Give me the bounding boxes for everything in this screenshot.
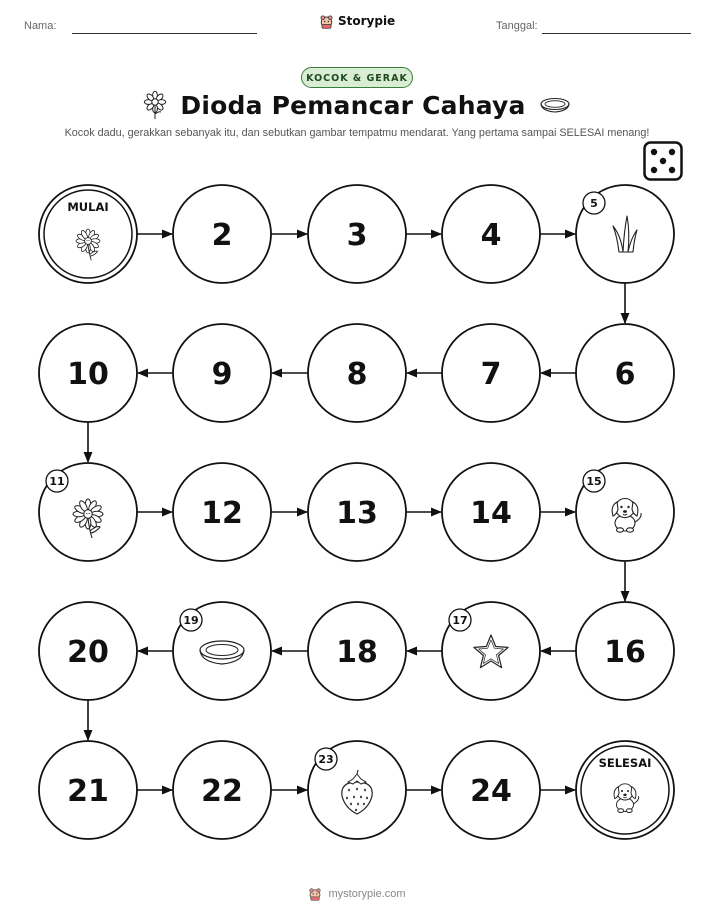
board-space-21: [39, 741, 137, 839]
name-label: Nama:: [24, 20, 57, 32]
board-space-20: [39, 602, 137, 700]
board-space-11: [39, 463, 137, 561]
board-space-2: [173, 185, 271, 283]
space-number: 3: [346, 218, 368, 253]
space-number: 9: [211, 357, 233, 392]
space-number: 8: [346, 357, 368, 392]
space-number: 22: [201, 774, 243, 809]
board-space-8: [308, 324, 406, 422]
board-space-12: [173, 463, 271, 561]
space-number: 24: [470, 774, 512, 809]
instructions: Kocok dadu, gerakkan sebanyak itu, dan sebutkan gambar tempatmu mendarat. Yang pertama sampai SELESAI menang!: [64, 127, 650, 139]
space-number: 5: [590, 197, 598, 210]
space-number: 2: [211, 218, 233, 253]
space-number: 19: [183, 614, 199, 627]
board-space-16: [576, 602, 674, 700]
space-number: 16: [604, 635, 646, 670]
footer-url: mystorypie.com: [328, 887, 406, 900]
board-space-mulai: [39, 185, 137, 283]
space-number: 6: [614, 357, 636, 392]
game-type-badge: KOCOK & GERAK: [301, 67, 413, 88]
space-number: 23: [318, 753, 334, 766]
space-number: 21: [67, 774, 109, 809]
board-space-10: [39, 324, 137, 422]
board-space-24: [442, 741, 540, 839]
board-space-3: [308, 185, 406, 283]
storypie-logo-icon: [308, 887, 322, 901]
space-number: 10: [67, 357, 109, 392]
space-number: 20: [67, 635, 109, 670]
space-label: SELESAI: [598, 756, 652, 770]
board-space-14: [442, 463, 540, 561]
space-number: 7: [480, 357, 502, 392]
board-space-13: [308, 463, 406, 561]
board-space-18: [308, 602, 406, 700]
space-number: 11: [49, 475, 65, 488]
space-number: 18: [336, 635, 378, 670]
board-space-17: [442, 602, 540, 700]
page-title: Dioda Pemancar Cahaya: [180, 90, 526, 120]
board-space-22: [173, 741, 271, 839]
space-number: 14: [470, 496, 512, 531]
board-space-4: [442, 185, 540, 283]
space-number: 12: [201, 496, 243, 531]
space-number: 13: [336, 496, 378, 531]
board-space-15: [576, 463, 674, 561]
board-space-23: [308, 741, 406, 839]
board-space-6: [576, 324, 674, 422]
board-space-5: [576, 185, 674, 283]
board-space-selesai: [576, 741, 674, 839]
space-number: 4: [480, 218, 502, 253]
board-space-9: [173, 324, 271, 422]
board-space-19: [173, 602, 271, 700]
date-label: Tanggal:: [496, 20, 538, 32]
space-label: MULAI: [67, 200, 109, 214]
space-number: 15: [586, 475, 602, 488]
footer: [0, 887, 714, 901]
brand-name: Storypie: [337, 14, 396, 28]
board-space-7: [442, 324, 540, 422]
space-number: 17: [452, 614, 468, 627]
